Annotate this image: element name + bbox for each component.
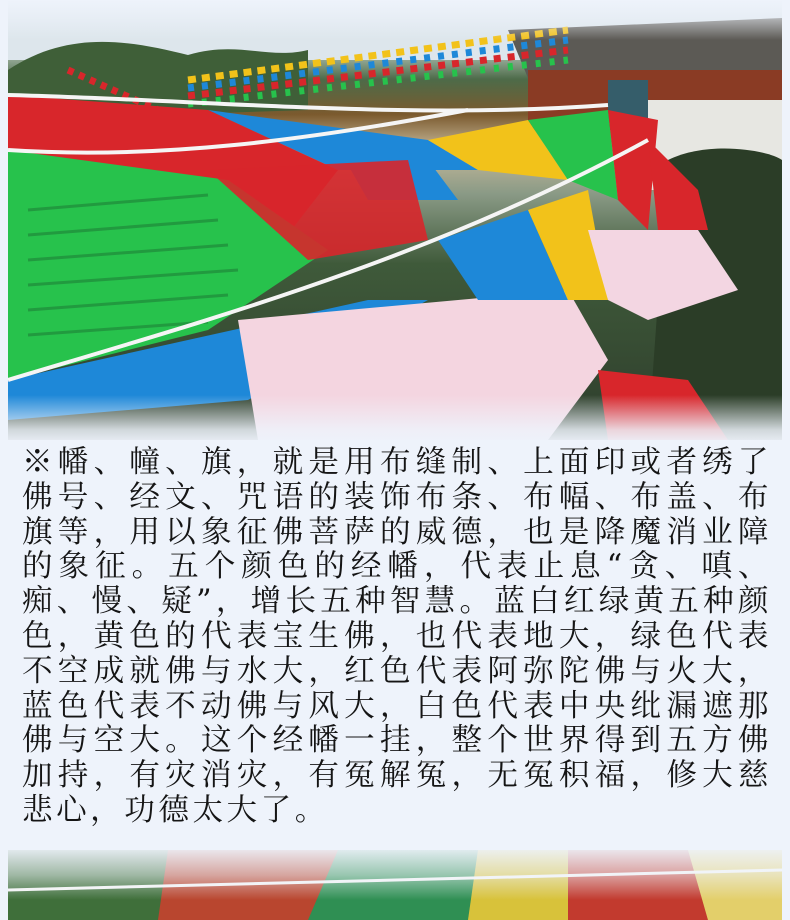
photo-fade-overlay: [0, 395, 790, 445]
prayer-flags-illustration: [8, 0, 782, 440]
prayer-flags-photo: [8, 0, 782, 440]
bottom-fade-overlay: [0, 845, 790, 900]
article-paragraph: ※幡、幢、旗，就是用布缝制、上面印或者绣了佛号、经文、咒语的装饰布条、布幅、布盖、布旗等，用以象征佛菩萨的威德，也是降魔消业障的象征。五个颜色的经幡，代表止息“贪、嗔、痴、慢、疑”，增长五种智慧。蓝白红绿黄五种颜色，黄色的代表宝生佛，也代表地大，绿色代表不空成就佛与水大，红色代表阿弥陀佛与火大，蓝色代表不动佛与风大，白色代表中央纰漏遮那佛与空大。这个经幡一挂，整个世界得到五方佛加持，有灾消灾，有冤解冤，无冤积福，修大慈悲心，功德太大了。: [22, 445, 772, 828]
article-text-block: [22, 446, 772, 856]
top-fade-overlay: [0, 0, 790, 40]
